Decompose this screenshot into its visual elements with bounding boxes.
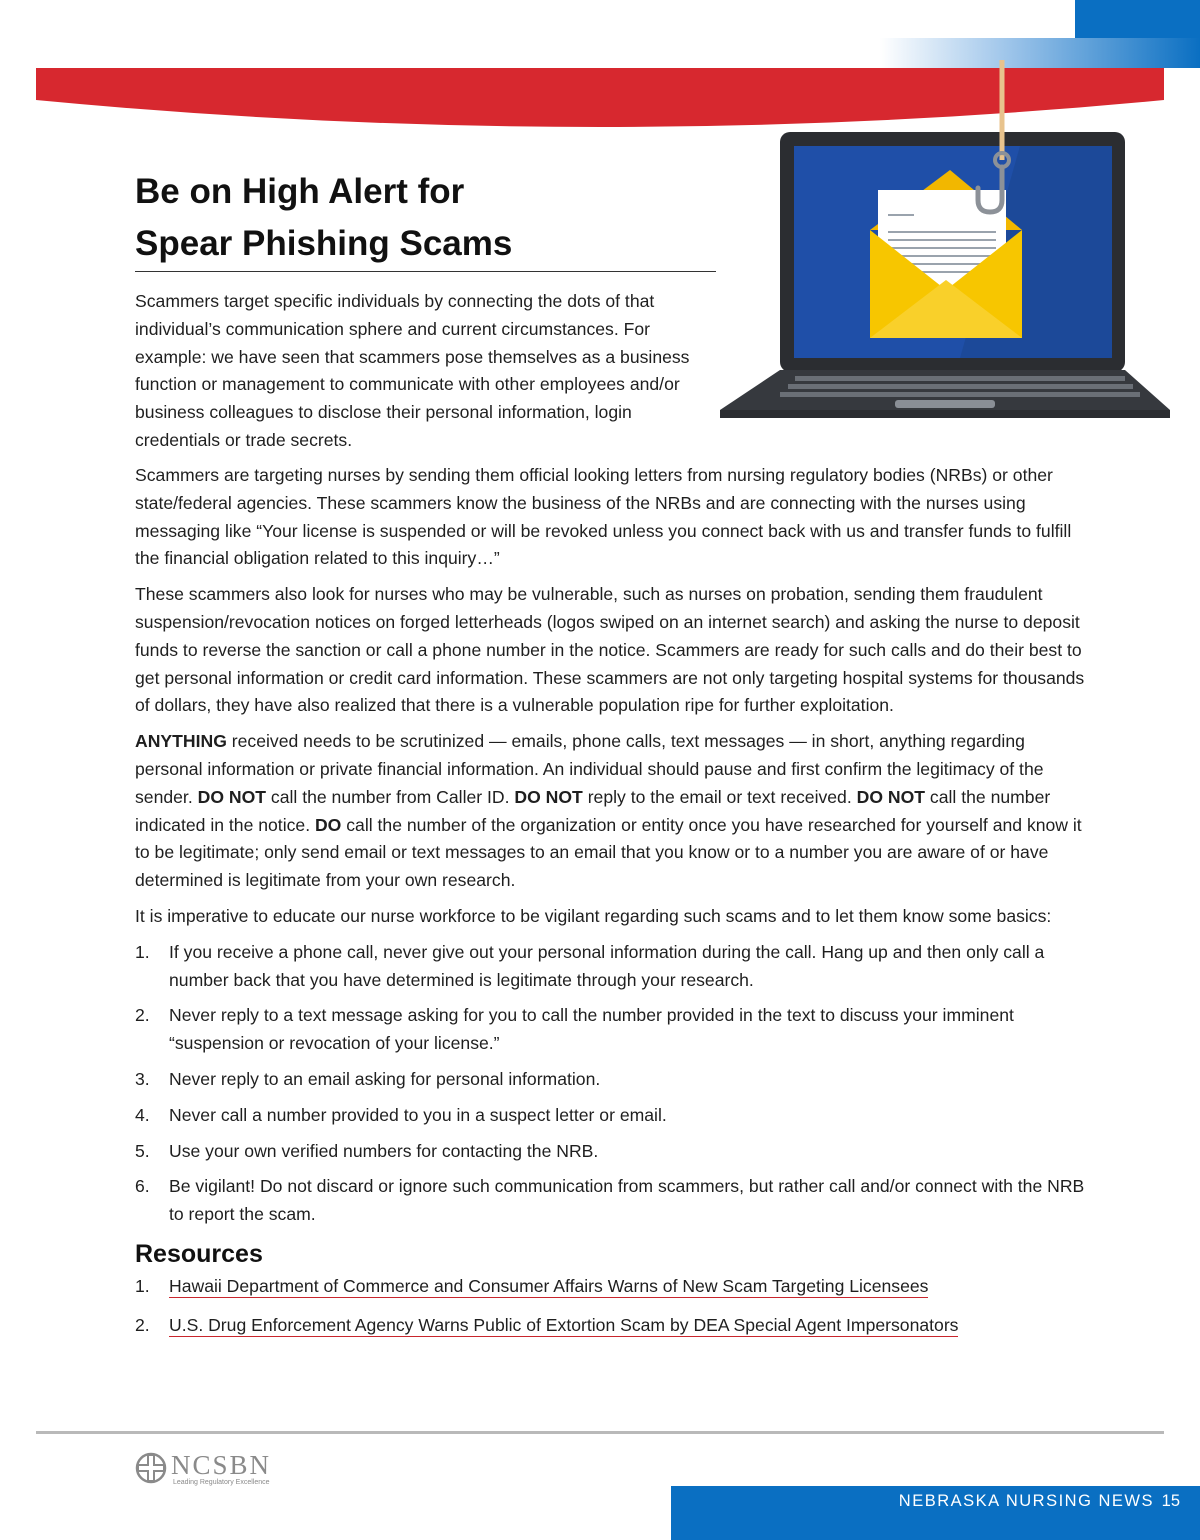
list-item bbox=[135, 939, 1085, 995]
list-item bbox=[135, 1173, 1085, 1229]
emphasis-do-not: DO NOT bbox=[514, 786, 583, 807]
ncsbn-logo bbox=[135, 1450, 285, 1490]
intro-paragraph: Scammers target specific individuals by connecting the dots of that individual’s communication sphere and current circumstances. For example: we have seen that scammers pose themselves as a business function or management to communicate with other employees and/or business colleagues to disclose their personal information, login credentials or trade secrets. bbox=[135, 291, 690, 450]
article-title-line-2: Spear Phishing Scams bbox=[135, 224, 513, 263]
ncsbn-globe-icon bbox=[135, 1452, 167, 1484]
paragraph-scrutinize bbox=[135, 728, 1085, 895]
list-item-text: Be vigilant! Do not discard or ignore such communication from scammers, but rather call and/or connect with the NRB to report the scam. bbox=[169, 1176, 1085, 1225]
list-item-text: Never reply to an email asking for personal information. bbox=[169, 1068, 601, 1089]
list-item bbox=[135, 1138, 1085, 1166]
emphasis-do-not: DO NOT bbox=[856, 786, 926, 807]
emphasis-anything: ANYTHING bbox=[135, 731, 227, 752]
list-item bbox=[135, 1102, 1085, 1130]
list-item-text: Never reply to a text message asking for you to call the number provided in the text to discuss your imminent “suspension or revocation of your license.” bbox=[169, 1005, 1014, 1054]
publication-name: NEBRASKA NURSING NEWS bbox=[898, 1492, 1154, 1510]
list-number: 1. bbox=[135, 941, 150, 962]
list-number: 1. bbox=[135, 1275, 150, 1296]
emphasis-do-not: DO NOT bbox=[197, 786, 267, 807]
scrutinize-text-1: received needs to be scrutinized — emails, phone calls, text messages — in short, anything regarding personal information or private financial information. An individual should pause and first confirm the legitimacy of the sender. bbox=[135, 731, 1044, 807]
list-item bbox=[135, 1312, 1085, 1340]
ncsbn-logo-name: NCSBN bbox=[171, 1450, 272, 1480]
paragraph-nrb-letters: Scammers are targeting nurses by sending them official looking letters from nursing regulatory bodies (NRBs) or other state/federal agencies. These scammers know the business of the NRBs and are connecting with the nurses using messaging like “Your license is suspended or will be revoked unless you connect back with us and transfer funds to fulfill the financial obligation related to this inquiry…” bbox=[135, 465, 1072, 569]
page-number: 15 bbox=[1161, 1492, 1180, 1510]
list-item-text: Never call a number provided to you in a suspect letter or email. bbox=[169, 1104, 667, 1125]
list-number: 2. bbox=[135, 1005, 150, 1026]
article-title bbox=[135, 166, 725, 270]
laptop-phishing-icon bbox=[700, 60, 1170, 430]
article-title-line-1: Be on High Alert for bbox=[135, 172, 465, 211]
article-body bbox=[135, 462, 1085, 1351]
resource-link-dea[interactable]: U.S. Drug Enforcement Agency Warns Public of Extortion Scam by DEA Special Agent Impersonators bbox=[169, 1314, 959, 1335]
footer-divider bbox=[36, 1431, 1164, 1434]
paragraph-vulnerable-nurses: These scammers also look for nurses who may be vulnerable, such as nurses on probation, sending them fraudulent suspension/revocation notices on forged letterheads (logos swiped on an internet search) and asking the nurse to deposit funds to reverse the sanction or call a phone number in the notice. Scammers are ready for such calls and do their best to get personal information or credit card information. These scammers are not only targeting hospital systems for thousands of dollars, they have also realized that there is a vulnerable population ripe for further exploitation. bbox=[135, 584, 1085, 716]
list-item-text: Use your own verified numbers for contacting the NRB. bbox=[169, 1140, 599, 1161]
resource-link-hawaii[interactable]: Hawaii Department of Commerce and Consumer Affairs Warns of New Scam Targeting Licensees bbox=[169, 1275, 929, 1296]
list-number: 5. bbox=[135, 1140, 150, 1161]
scrutinize-text-5: call the number of the organization or entity once you have researched for yourself and know it to be legitimate; only send email or text messages to an email that you know or to a number you are aware of or have determined is legitimate from your own research. bbox=[135, 814, 1082, 891]
list-item-text: If you receive a phone call, never give out your personal information during the call. Hang up and then only call a number back that you have determined is legitimate through your research. bbox=[169, 941, 1045, 990]
resources-list bbox=[135, 1273, 1085, 1340]
list-item bbox=[135, 1066, 1085, 1094]
title-divider bbox=[135, 271, 716, 272]
scrutinize-text-3: reply to the email or text received. bbox=[582, 786, 857, 807]
list-number: 6. bbox=[135, 1176, 150, 1197]
scrutinize-text-2: call the number from Caller ID. bbox=[266, 786, 515, 807]
footer-bar bbox=[671, 1486, 1200, 1540]
paragraph-educate: It is imperative to educate our nurse workforce to be vigilant regarding such scams and to let them know some basics: bbox=[135, 905, 1052, 926]
list-item bbox=[135, 1002, 1085, 1058]
ncsbn-logo-tagline: Leading Regulatory Excellence bbox=[173, 1479, 270, 1486]
resources-heading: Resources bbox=[135, 1239, 263, 1268]
list-number: 2. bbox=[135, 1314, 150, 1335]
list-item bbox=[135, 1273, 1085, 1301]
tips-list bbox=[135, 939, 1085, 1229]
list-number: 3. bbox=[135, 1068, 150, 1089]
list-number: 4. bbox=[135, 1104, 150, 1125]
emphasis-do: DO bbox=[314, 814, 342, 835]
scrutinize-text-4: call the number indicated in the notice. bbox=[135, 786, 1051, 835]
top-blue-block bbox=[1075, 0, 1200, 38]
